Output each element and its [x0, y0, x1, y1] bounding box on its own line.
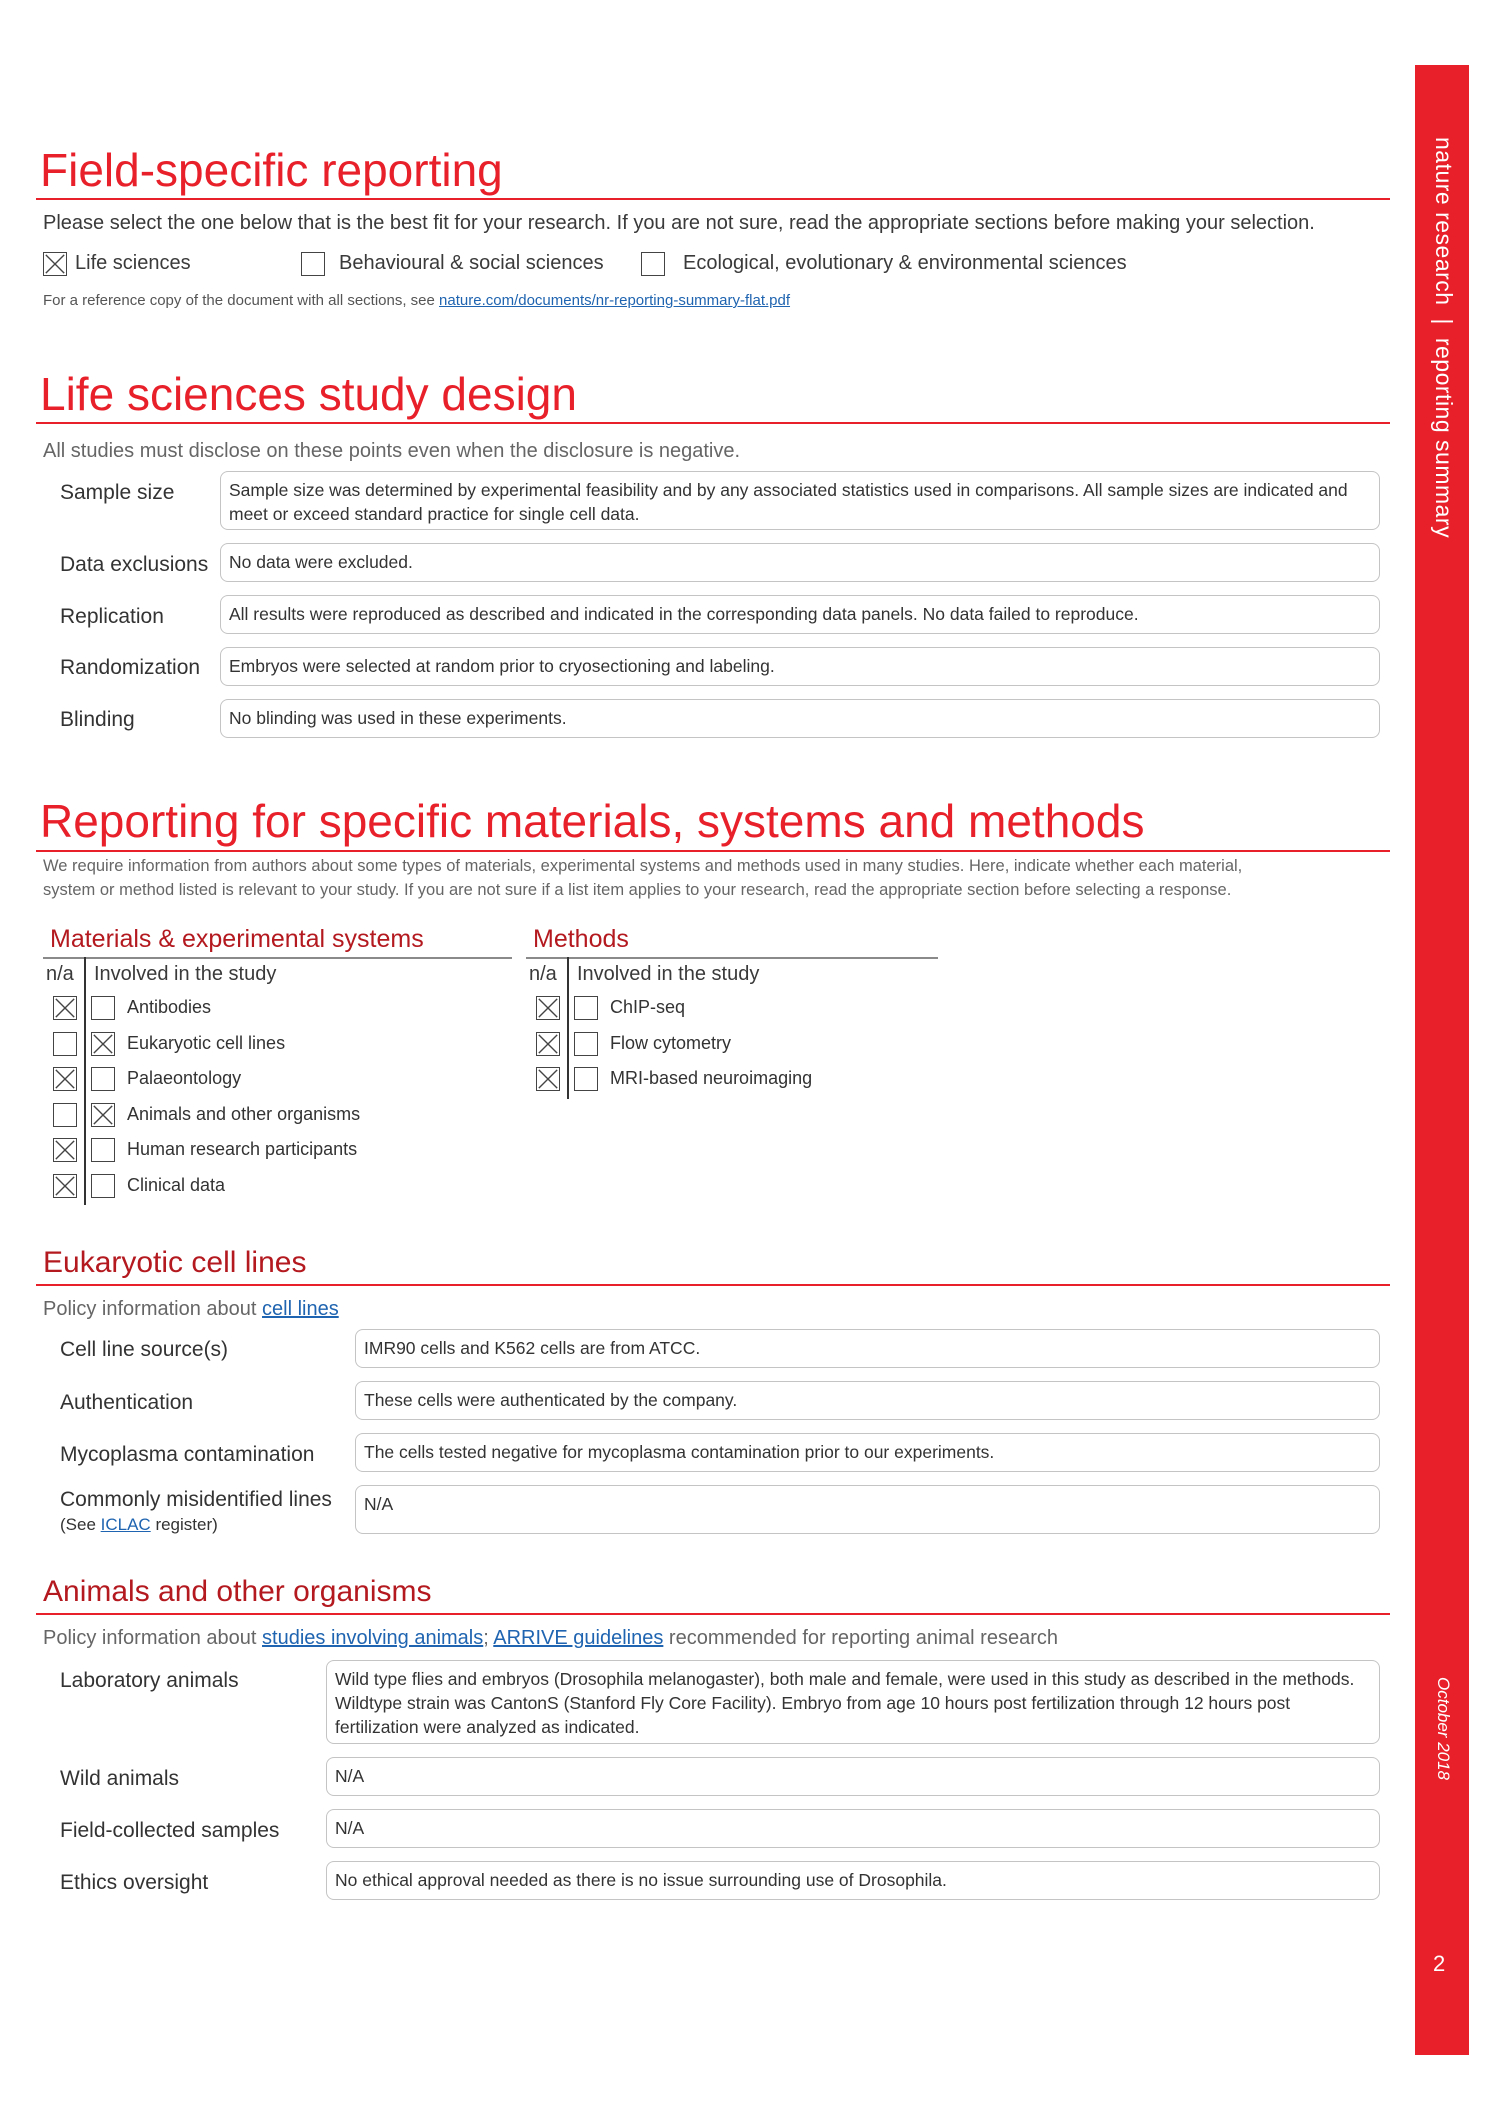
field-title: Field-specific reporting	[40, 144, 503, 196]
option-life-sciences: Life sciences	[75, 252, 191, 274]
cells-label-authentication: Authentication	[60, 1391, 194, 1414]
meth-rule	[526, 957, 938, 959]
mat-involved-checkbox[interactable]	[91, 1138, 115, 1162]
sidebar-separator: |	[1431, 318, 1457, 325]
mat-rule	[43, 957, 512, 959]
animals-label-field: Field-collected samples	[60, 1819, 280, 1842]
sidebar-band	[1415, 65, 1469, 2055]
study-value-data-exclusions[interactable]: No data were excluded.	[220, 543, 1380, 582]
meth-na-checkbox[interactable]	[536, 1032, 560, 1056]
study-value-replication[interactable]: All results were reproduced as described and indicated in the corresponding data panels. No data failed to reproduce.	[220, 595, 1380, 634]
animals-value-field[interactable]: N/A	[326, 1809, 1380, 1848]
cells-label-mycoplasma: Mycoplasma contamination	[60, 1443, 315, 1466]
materials-intro-1: We require information from authors about some types of materials, experimental systems and methods used in many studies. Here, indicate whether each material,	[43, 857, 1243, 875]
study-value-blinding[interactable]: No blinding was used in these experiments.	[220, 699, 1380, 738]
animals-policy-link-2[interactable]: ARRIVE guidelines	[493, 1627, 664, 1649]
study-label-data-exclusions: Data exclusions	[60, 553, 209, 576]
cells-title: Eukaryotic cell lines	[43, 1246, 307, 1279]
sidebar-doc: reporting summary	[1431, 337, 1457, 539]
meth-involved-checkbox[interactable]	[574, 1032, 598, 1056]
mat-na-checkbox[interactable]	[53, 1138, 77, 1162]
cells-policy-prefix: Policy information about	[43, 1298, 263, 1320]
animals-policy-link-1[interactable]: studies involving animals	[262, 1627, 484, 1649]
study-label-sample-size: Sample size	[60, 481, 175, 504]
cells-see-iclac	[60, 1515, 218, 1535]
animals-label-wild: Wild animals	[60, 1767, 180, 1790]
mat-col-involved: Involved in the study	[94, 963, 277, 985]
see-prefix: (See	[60, 1515, 101, 1534]
meth-involved-checkbox[interactable]	[574, 1067, 598, 1091]
meth-na-checkbox[interactable]	[536, 996, 560, 1020]
mat-item-label: Palaeontology	[127, 1068, 242, 1088]
cells-policy	[43, 1298, 339, 1321]
animals-policy-suffix: recommended for reporting animal research	[663, 1627, 1058, 1649]
study-intro: All studies must disclose on these points even when the disclosure is negative.	[43, 440, 741, 462]
cells-value-misidentified[interactable]: N/A	[355, 1485, 1380, 1534]
sidebar-brand: nature research	[1431, 137, 1457, 306]
checkbox-ecological[interactable]	[641, 252, 665, 276]
mat-col-na: n/a	[46, 963, 74, 985]
study-rule	[36, 422, 1390, 424]
animals-policy-prefix: Policy information about	[43, 1627, 263, 1649]
animals-value-ethics[interactable]: No ethical approval needed as there is no issue surrounding use of Drosophila.	[326, 1861, 1380, 1900]
mat-na-checkbox[interactable]	[53, 996, 77, 1020]
cells-value-mycoplasma[interactable]: The cells tested negative for mycoplasma contamination prior to our experiments.	[355, 1433, 1380, 1472]
checkbox-life-sciences[interactable]	[43, 252, 67, 276]
animals-value-wild[interactable]: N/A	[326, 1757, 1380, 1796]
animals-title: Animals and other organisms	[43, 1575, 432, 1608]
field-instruction: Please select the one below that is the best fit for your research. If you are not sure, read the appropriate sections before making your selection.	[43, 212, 1315, 234]
mat-item-label: Clinical data	[127, 1175, 226, 1195]
mat-item-label: Antibodies	[127, 997, 212, 1017]
animals-label-ethics: Ethics oversight	[60, 1871, 209, 1894]
mat-na-checkbox[interactable]	[53, 1174, 77, 1198]
materials-intro-2: system or method listed is relevant to your study. If you are not sure if a list item applies to your research, read the appropriate section before selecting a response.	[43, 881, 1232, 899]
page-number: 2	[1433, 1951, 1446, 1976]
mat-item-label: Eukaryotic cell lines	[127, 1033, 286, 1053]
iclac-link[interactable]: ICLAC	[100, 1515, 151, 1534]
option-behavioural: Behavioural & social sciences	[339, 252, 604, 274]
meth-col-na: n/a	[529, 963, 557, 985]
cells-value-authentication[interactable]: These cells were authenticated by the company.	[355, 1381, 1380, 1420]
study-value-sample-size[interactable]: Sample size was determined by experimental feasibility and by any associated statistics used in comparisons. All sample sizes are indicated and meet or exceed standard practice for single cell data.	[220, 471, 1380, 530]
materials-rule	[36, 850, 1390, 852]
meth-divider	[567, 957, 569, 1099]
study-value-randomization[interactable]: Embryos were selected at random prior to cryosectioning and labeling.	[220, 647, 1380, 686]
mat-item-label: Human research participants	[127, 1139, 358, 1159]
study-label-replication: Replication	[60, 605, 164, 628]
checkbox-behavioural[interactable]	[301, 252, 325, 276]
animals-policy-sep: ;	[483, 1627, 494, 1649]
mat-na-checkbox[interactable]	[53, 1032, 77, 1056]
cells-policy-link[interactable]: cell lines	[262, 1298, 339, 1320]
study-label-blinding: Blinding	[60, 708, 135, 731]
meth-item-label: Flow cytometry	[610, 1033, 732, 1053]
mat-title: Materials & experimental systems	[50, 925, 424, 953]
meth-col-involved: Involved in the study	[577, 963, 760, 985]
animals-label-lab: Laboratory animals	[60, 1669, 239, 1692]
mat-involved-checkbox[interactable]	[91, 1103, 115, 1127]
mat-na-checkbox[interactable]	[53, 1067, 77, 1091]
sidebar-brand-line	[1430, 137, 1457, 538]
meth-involved-checkbox[interactable]	[574, 996, 598, 1020]
mat-involved-checkbox[interactable]	[91, 996, 115, 1020]
animals-policy	[43, 1627, 1058, 1650]
reference-prefix: For a reference copy of the document with all sections, see	[43, 292, 440, 309]
cells-label-misidentified: Commonly misidentified lines	[60, 1488, 332, 1511]
see-suffix: register)	[150, 1515, 218, 1534]
reference-line	[43, 292, 790, 309]
meth-na-checkbox[interactable]	[536, 1067, 560, 1091]
animals-value-lab[interactable]: Wild type flies and embryos (Drosophila melanogaster), both male and female, were used in this study as described in the methods. Wildtype strain was CantonS (Stanford Fly Core Facility). Embryo from age 10 hours post fertilization through 12 hours post fertilization were analyzed as indicated.	[326, 1660, 1380, 1744]
materials-title: Reporting for specific materials, systems and methods	[40, 795, 1145, 847]
meth-title: Methods	[533, 925, 629, 953]
mat-involved-checkbox[interactable]	[91, 1174, 115, 1198]
meth-item-label: MRI-based neuroimaging	[610, 1068, 813, 1088]
cells-rule	[36, 1284, 1390, 1286]
cells-label-source: Cell line source(s)	[60, 1338, 229, 1361]
reference-link[interactable]: nature.com/documents/nr-reporting-summary-flat.pdf	[439, 292, 791, 309]
sidebar-date: October 2018	[1434, 1677, 1453, 1781]
mat-involved-checkbox[interactable]	[91, 1067, 115, 1091]
mat-divider	[84, 957, 86, 1205]
mat-na-checkbox[interactable]	[53, 1103, 77, 1127]
field-rule	[36, 198, 1390, 200]
mat-item-label: Animals and other organisms	[127, 1104, 361, 1124]
study-title: Life sciences study design	[40, 368, 577, 420]
option-ecological: Ecological, evolutionary & environmental sciences	[683, 252, 1127, 274]
cells-value-source[interactable]: IMR90 cells and K562 cells are from ATCC.	[355, 1329, 1380, 1368]
mat-involved-checkbox[interactable]	[91, 1032, 115, 1056]
study-label-randomization: Randomization	[60, 656, 201, 679]
animals-rule	[36, 1613, 1390, 1615]
meth-item-label: ChIP-seq	[610, 997, 686, 1017]
